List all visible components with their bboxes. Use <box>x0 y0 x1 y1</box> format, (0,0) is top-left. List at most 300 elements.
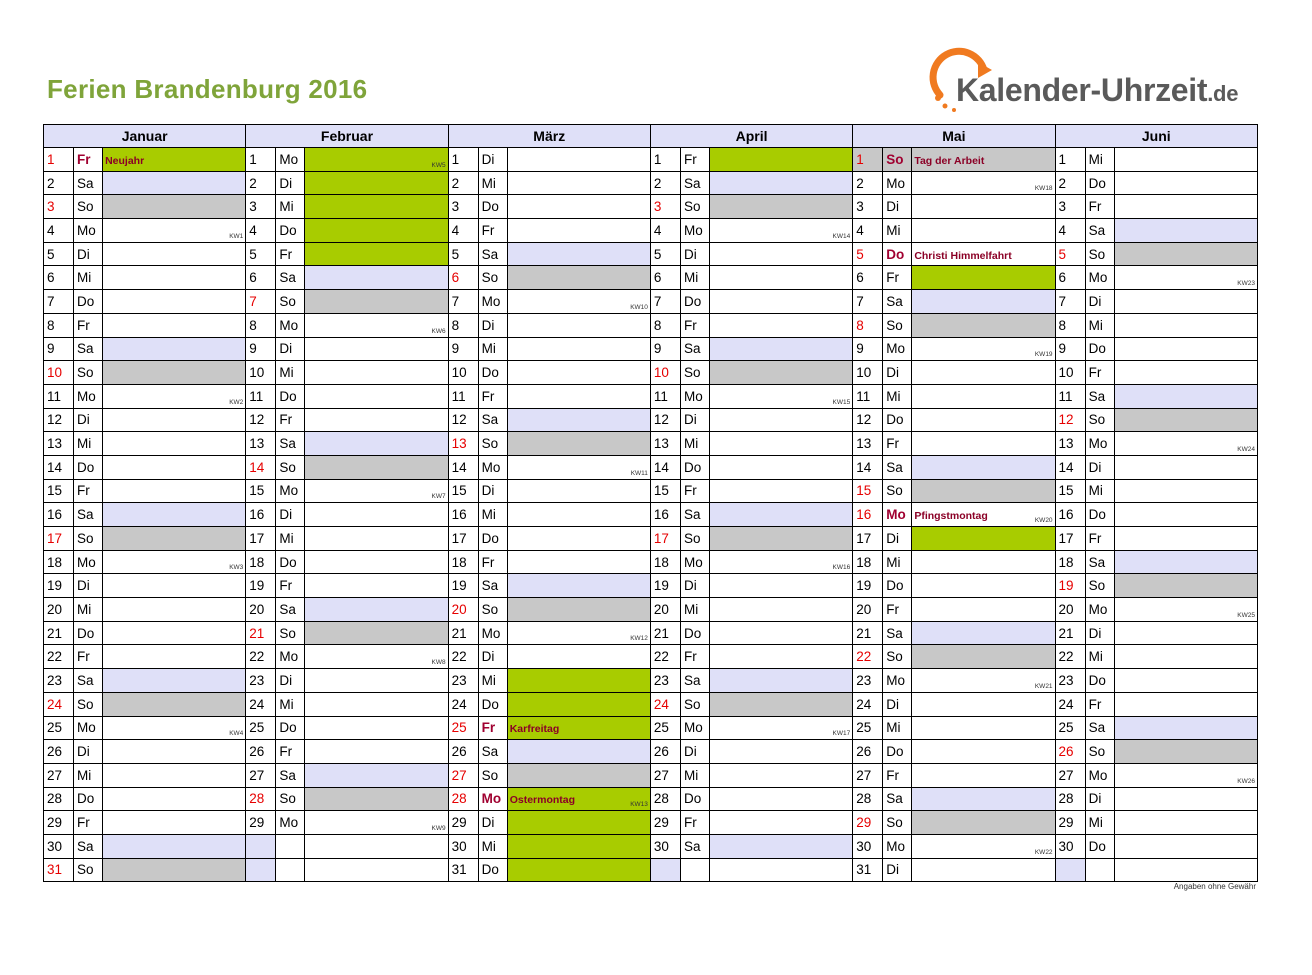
week-number: KW23 <box>1237 280 1255 288</box>
day-number: 5 <box>246 242 276 266</box>
day-entry[interactable] <box>507 621 650 645</box>
day-number: 23 <box>246 669 276 693</box>
day-entry[interactable] <box>709 645 852 669</box>
day-entry[interactable] <box>103 527 246 551</box>
day-entry[interactable] <box>507 811 650 835</box>
day-entry[interactable] <box>103 763 246 787</box>
day-entry[interactable] <box>305 384 448 408</box>
day-entry[interactable] <box>1114 361 1257 385</box>
day-entry[interactable] <box>103 811 246 835</box>
day-entry[interactable] <box>912 550 1055 574</box>
weekday: Fr <box>74 645 103 669</box>
table-row <box>44 834 1258 858</box>
day-entry[interactable] <box>1114 148 1257 172</box>
day-entry[interactable] <box>507 645 650 669</box>
day-entry[interactable] <box>305 550 448 574</box>
day-entry[interactable] <box>912 716 1055 740</box>
day-entry[interactable] <box>709 834 852 858</box>
day-entry[interactable] <box>1114 479 1257 503</box>
table-row <box>44 598 1258 622</box>
day-number: 3 <box>1055 195 1085 219</box>
day-number: 15 <box>246 479 276 503</box>
day-number: 9 <box>246 337 276 361</box>
day-entry[interactable] <box>709 266 852 290</box>
day-entry[interactable] <box>912 645 1055 669</box>
weekday: Mo <box>478 787 507 811</box>
weekday: Mo <box>680 716 709 740</box>
day-number: 17 <box>448 527 478 551</box>
day-number: 28 <box>1055 787 1085 811</box>
day-entry[interactable] <box>103 455 246 479</box>
day-number: 8 <box>246 313 276 337</box>
weekday: So <box>276 621 305 645</box>
day-entry[interactable] <box>709 550 852 574</box>
day-entry[interactable] <box>912 384 1055 408</box>
weekday: Do <box>478 527 507 551</box>
day-entry[interactable] <box>103 669 246 693</box>
weekday: Fr <box>74 479 103 503</box>
week-number: KW21 <box>1034 682 1053 690</box>
day-entry[interactable] <box>1114 432 1257 456</box>
day-entry[interactable] <box>912 171 1055 195</box>
weekday: Mi <box>478 834 507 858</box>
day-entry[interactable] <box>507 313 650 337</box>
weekday: Mi <box>276 692 305 716</box>
day-number: 27 <box>853 763 883 787</box>
day-entry[interactable] <box>1114 834 1257 858</box>
day-entry[interactable] <box>912 219 1055 243</box>
day-entry[interactable] <box>507 716 650 740</box>
day-entry[interactable] <box>103 858 246 882</box>
day-entry[interactable] <box>507 692 650 716</box>
day-number: 5 <box>44 242 74 266</box>
day-entry[interactable] <box>507 195 650 219</box>
weekday: Mi <box>680 763 709 787</box>
day-entry[interactable] <box>507 834 650 858</box>
weekday: Mi <box>276 195 305 219</box>
day-entry[interactable] <box>1114 787 1257 811</box>
day-entry[interactable] <box>1114 384 1257 408</box>
day-entry[interactable] <box>709 195 852 219</box>
day-entry[interactable] <box>1114 455 1257 479</box>
day-entry[interactable] <box>1114 763 1257 787</box>
table-row <box>44 432 1258 456</box>
day-number: 22 <box>44 645 74 669</box>
weekday: Fr <box>883 763 912 787</box>
day-number: 2 <box>1055 171 1085 195</box>
day-entry[interactable] <box>1114 645 1257 669</box>
day-number: 30 <box>853 834 883 858</box>
day-entry[interactable] <box>103 787 246 811</box>
day-entry[interactable] <box>103 503 246 527</box>
day-entry[interactable] <box>709 479 852 503</box>
day-number: 13 <box>1055 432 1085 456</box>
day-entry[interactable] <box>103 266 246 290</box>
day-number: 27 <box>448 763 478 787</box>
holiday-label: Neujahr <box>105 154 145 167</box>
day-entry[interactable] <box>1114 503 1257 527</box>
day-entry[interactable] <box>305 408 448 432</box>
day-entry[interactable] <box>912 692 1055 716</box>
day-entry[interactable] <box>912 195 1055 219</box>
weekday: Di <box>680 740 709 764</box>
day-entry[interactable] <box>1114 266 1257 290</box>
day-entry[interactable] <box>507 550 650 574</box>
day-entry[interactable] <box>507 574 650 598</box>
day-entry[interactable] <box>305 787 448 811</box>
day-entry[interactable] <box>507 337 650 361</box>
weekday: Mi <box>1085 479 1114 503</box>
day-entry[interactable] <box>912 290 1055 314</box>
day-entry[interactable] <box>709 669 852 693</box>
day-entry[interactable] <box>305 148 448 172</box>
day-number: 17 <box>246 527 276 551</box>
day-entry[interactable] <box>709 384 852 408</box>
weekday: Mo <box>680 550 709 574</box>
day-entry[interactable] <box>305 195 448 219</box>
week-number: KW10 <box>630 303 648 311</box>
day-entry[interactable] <box>1114 740 1257 764</box>
logo[interactable] <box>918 40 1248 115</box>
day-entry[interactable] <box>709 598 852 622</box>
day-entry[interactable] <box>305 621 448 645</box>
day-number: 19 <box>246 574 276 598</box>
weekday: Di <box>74 740 103 764</box>
day-entry[interactable] <box>709 574 852 598</box>
weekday: Do <box>680 290 709 314</box>
day-entry[interactable] <box>709 242 852 266</box>
weekday: So <box>883 313 912 337</box>
day-entry[interactable] <box>1114 195 1257 219</box>
day-entry[interactable] <box>1114 171 1257 195</box>
weekday: Di <box>1085 787 1114 811</box>
day-entry[interactable] <box>507 384 650 408</box>
day-number: 11 <box>1055 384 1085 408</box>
day-number: 24 <box>44 692 74 716</box>
day-entry[interactable] <box>507 361 650 385</box>
day-entry[interactable] <box>912 527 1055 551</box>
day-entry[interactable] <box>103 242 246 266</box>
weekday: Do <box>478 692 507 716</box>
day-entry[interactable] <box>103 148 246 172</box>
day-entry[interactable] <box>507 432 650 456</box>
day-number: 27 <box>44 763 74 787</box>
weekday: Fr <box>478 384 507 408</box>
weekday: Mi <box>74 266 103 290</box>
day-entry[interactable] <box>305 527 448 551</box>
day-entry[interactable] <box>507 455 650 479</box>
day-entry[interactable] <box>709 171 852 195</box>
weekday: Do <box>276 550 305 574</box>
day-entry[interactable] <box>709 432 852 456</box>
day-entry[interactable] <box>305 669 448 693</box>
day-entry[interactable] <box>103 337 246 361</box>
day-entry[interactable] <box>507 148 650 172</box>
day-entry[interactable] <box>507 787 650 811</box>
empty-cell <box>276 834 305 858</box>
day-entry[interactable] <box>103 171 246 195</box>
day-entry[interactable] <box>507 858 650 882</box>
day-entry[interactable] <box>305 479 448 503</box>
weekday: Sa <box>883 787 912 811</box>
holiday-label: Ostermontag <box>509 794 576 807</box>
day-entry[interactable] <box>103 740 246 764</box>
day-entry[interactable] <box>507 503 650 527</box>
weekday: Fr <box>1085 361 1114 385</box>
day-entry[interactable] <box>912 763 1055 787</box>
day-number: 30 <box>44 834 74 858</box>
table-row <box>44 787 1258 811</box>
week-number: KW7 <box>431 493 446 501</box>
day-entry[interactable] <box>709 787 852 811</box>
day-entry[interactable] <box>305 242 448 266</box>
day-entry[interactable] <box>912 787 1055 811</box>
day-entry[interactable] <box>1114 337 1257 361</box>
day-entry[interactable] <box>305 361 448 385</box>
day-entry[interactable] <box>507 479 650 503</box>
table-row <box>44 384 1258 408</box>
day-entry[interactable] <box>1114 313 1257 337</box>
day-entry[interactable] <box>1114 811 1257 835</box>
day-number: 4 <box>1055 219 1085 243</box>
weekday: Sa <box>74 503 103 527</box>
day-entry[interactable] <box>103 290 246 314</box>
day-entry[interactable] <box>103 598 246 622</box>
table-row <box>44 621 1258 645</box>
day-number: 15 <box>448 479 478 503</box>
table-row <box>44 171 1258 195</box>
weekday: Mo <box>276 479 305 503</box>
day-entry[interactable] <box>305 598 448 622</box>
day-number: 24 <box>650 692 680 716</box>
day-entry[interactable] <box>912 455 1055 479</box>
day-number: 19 <box>853 574 883 598</box>
day-number: 25 <box>44 716 74 740</box>
day-number: 7 <box>853 290 883 314</box>
day-entry[interactable] <box>1114 219 1257 243</box>
weekday: Fr <box>276 574 305 598</box>
day-entry[interactable] <box>709 621 852 645</box>
day-entry[interactable] <box>305 811 448 835</box>
day-number: 5 <box>650 242 680 266</box>
day-entry[interactable] <box>1114 692 1257 716</box>
day-entry[interactable] <box>507 740 650 764</box>
day-entry[interactable] <box>305 574 448 598</box>
day-entry[interactable] <box>103 645 246 669</box>
day-entry[interactable] <box>1114 621 1257 645</box>
weekday: Sa <box>1085 550 1114 574</box>
day-entry[interactable] <box>709 337 852 361</box>
day-number: 21 <box>853 621 883 645</box>
weekday: Do <box>74 621 103 645</box>
day-entry[interactable] <box>912 432 1055 456</box>
day-number: 13 <box>853 432 883 456</box>
empty-cell <box>1114 858 1257 882</box>
day-entry[interactable] <box>305 692 448 716</box>
weekday: Mi <box>883 219 912 243</box>
day-entry[interactable] <box>912 408 1055 432</box>
day-entry[interactable] <box>103 384 246 408</box>
day-entry[interactable] <box>709 148 852 172</box>
day-entry[interactable] <box>1114 669 1257 693</box>
weekday: So <box>883 645 912 669</box>
weekday: Do <box>1085 503 1114 527</box>
day-entry[interactable] <box>709 503 852 527</box>
weekday: Mo <box>74 550 103 574</box>
day-entry[interactable] <box>103 313 246 337</box>
day-entry[interactable] <box>305 219 448 243</box>
day-entry[interactable] <box>1114 550 1257 574</box>
weekday: Di <box>74 574 103 598</box>
weekday: Fr <box>74 148 103 172</box>
empty-cell <box>1085 858 1114 882</box>
day-entry[interactable] <box>305 266 448 290</box>
weekday: Di <box>478 148 507 172</box>
day-entry[interactable] <box>912 503 1055 527</box>
day-entry[interactable] <box>1114 598 1257 622</box>
day-entry[interactable] <box>709 527 852 551</box>
day-entry[interactable] <box>103 550 246 574</box>
weekday: Mi <box>1085 148 1114 172</box>
day-number: 12 <box>650 408 680 432</box>
day-entry[interactable] <box>507 219 650 243</box>
weekday: So <box>74 858 103 882</box>
day-entry[interactable] <box>912 574 1055 598</box>
day-number: 26 <box>1055 740 1085 764</box>
day-number: 2 <box>650 171 680 195</box>
day-entry[interactable] <box>103 574 246 598</box>
day-entry[interactable] <box>709 740 852 764</box>
day-entry[interactable] <box>709 313 852 337</box>
day-entry[interactable] <box>709 361 852 385</box>
day-entry[interactable] <box>305 740 448 764</box>
week-number: KW19 <box>1034 351 1053 359</box>
day-number: 19 <box>650 574 680 598</box>
holiday-label: Christi Himmelfahrt <box>914 249 1012 262</box>
day-number: 20 <box>448 598 478 622</box>
day-entry[interactable] <box>1114 716 1257 740</box>
day-number: 8 <box>650 313 680 337</box>
day-entry[interactable] <box>912 740 1055 764</box>
weekday: So <box>276 787 305 811</box>
weekday: So <box>276 290 305 314</box>
day-number: 16 <box>1055 503 1085 527</box>
day-entry[interactable] <box>103 195 246 219</box>
table-row <box>44 574 1258 598</box>
day-entry[interactable] <box>305 716 448 740</box>
day-entry[interactable] <box>103 219 246 243</box>
table-row <box>44 716 1258 740</box>
day-entry[interactable] <box>912 811 1055 835</box>
day-entry[interactable] <box>912 598 1055 622</box>
day-entry[interactable] <box>912 337 1055 361</box>
week-number: KW12 <box>630 635 648 643</box>
day-entry[interactable] <box>305 763 448 787</box>
day-entry[interactable] <box>305 645 448 669</box>
day-entry[interactable] <box>507 598 650 622</box>
holiday-label: Tag der Arbeit <box>914 154 985 167</box>
day-entry[interactable] <box>912 361 1055 385</box>
day-entry[interactable] <box>709 811 852 835</box>
day-entry[interactable] <box>912 266 1055 290</box>
day-entry[interactable] <box>709 763 852 787</box>
day-entry[interactable] <box>305 337 448 361</box>
logo-tld: .de <box>1207 81 1239 106</box>
day-entry[interactable] <box>709 290 852 314</box>
day-entry[interactable] <box>912 621 1055 645</box>
day-entry[interactable] <box>912 834 1055 858</box>
day-entry[interactable] <box>912 313 1055 337</box>
day-entry[interactable] <box>305 432 448 456</box>
weekday: Do <box>883 242 912 266</box>
day-number: 24 <box>448 692 478 716</box>
day-number: 28 <box>448 787 478 811</box>
day-entry[interactable] <box>103 621 246 645</box>
day-entry[interactable] <box>305 313 448 337</box>
weekday: Fr <box>74 811 103 835</box>
day-number: 15 <box>1055 479 1085 503</box>
day-number: 23 <box>1055 669 1085 693</box>
day-entry[interactable] <box>103 408 246 432</box>
weekday: Di <box>883 361 912 385</box>
day-entry[interactable] <box>709 716 852 740</box>
day-number: 21 <box>650 621 680 645</box>
day-entry[interactable] <box>305 503 448 527</box>
day-number: 29 <box>246 811 276 835</box>
day-entry[interactable] <box>305 290 448 314</box>
day-entry[interactable] <box>709 455 852 479</box>
weekday: Sa <box>680 834 709 858</box>
day-entry[interactable] <box>709 219 852 243</box>
day-entry[interactable] <box>507 242 650 266</box>
day-entry[interactable] <box>103 432 246 456</box>
day-entry[interactable] <box>103 834 246 858</box>
weekday: Fr <box>1085 527 1114 551</box>
day-entry[interactable] <box>507 669 650 693</box>
day-entry[interactable] <box>305 455 448 479</box>
day-number: 17 <box>650 527 680 551</box>
day-entry[interactable] <box>507 171 650 195</box>
day-entry[interactable] <box>103 692 246 716</box>
weekday: Fr <box>478 716 507 740</box>
day-entry[interactable] <box>507 408 650 432</box>
weekday: So <box>680 692 709 716</box>
day-entry[interactable] <box>507 763 650 787</box>
day-entry[interactable] <box>912 242 1055 266</box>
day-entry[interactable] <box>1114 290 1257 314</box>
day-entry[interactable] <box>1114 527 1257 551</box>
day-entry[interactable] <box>1114 574 1257 598</box>
day-entry[interactable] <box>709 408 852 432</box>
day-number: 6 <box>448 266 478 290</box>
day-entry[interactable] <box>305 171 448 195</box>
weekday: Di <box>680 408 709 432</box>
day-number: 2 <box>246 171 276 195</box>
day-entry[interactable] <box>1114 408 1257 432</box>
day-entry[interactable] <box>912 148 1055 172</box>
day-entry[interactable] <box>912 669 1055 693</box>
day-entry[interactable] <box>507 266 650 290</box>
day-entry[interactable] <box>103 716 246 740</box>
day-entry[interactable] <box>912 479 1055 503</box>
day-entry[interactable] <box>507 290 650 314</box>
day-entry[interactable] <box>103 479 246 503</box>
day-entry[interactable] <box>709 692 852 716</box>
day-entry[interactable] <box>103 361 246 385</box>
day-entry[interactable] <box>912 858 1055 882</box>
day-entry[interactable] <box>1114 242 1257 266</box>
day-entry[interactable] <box>507 527 650 551</box>
